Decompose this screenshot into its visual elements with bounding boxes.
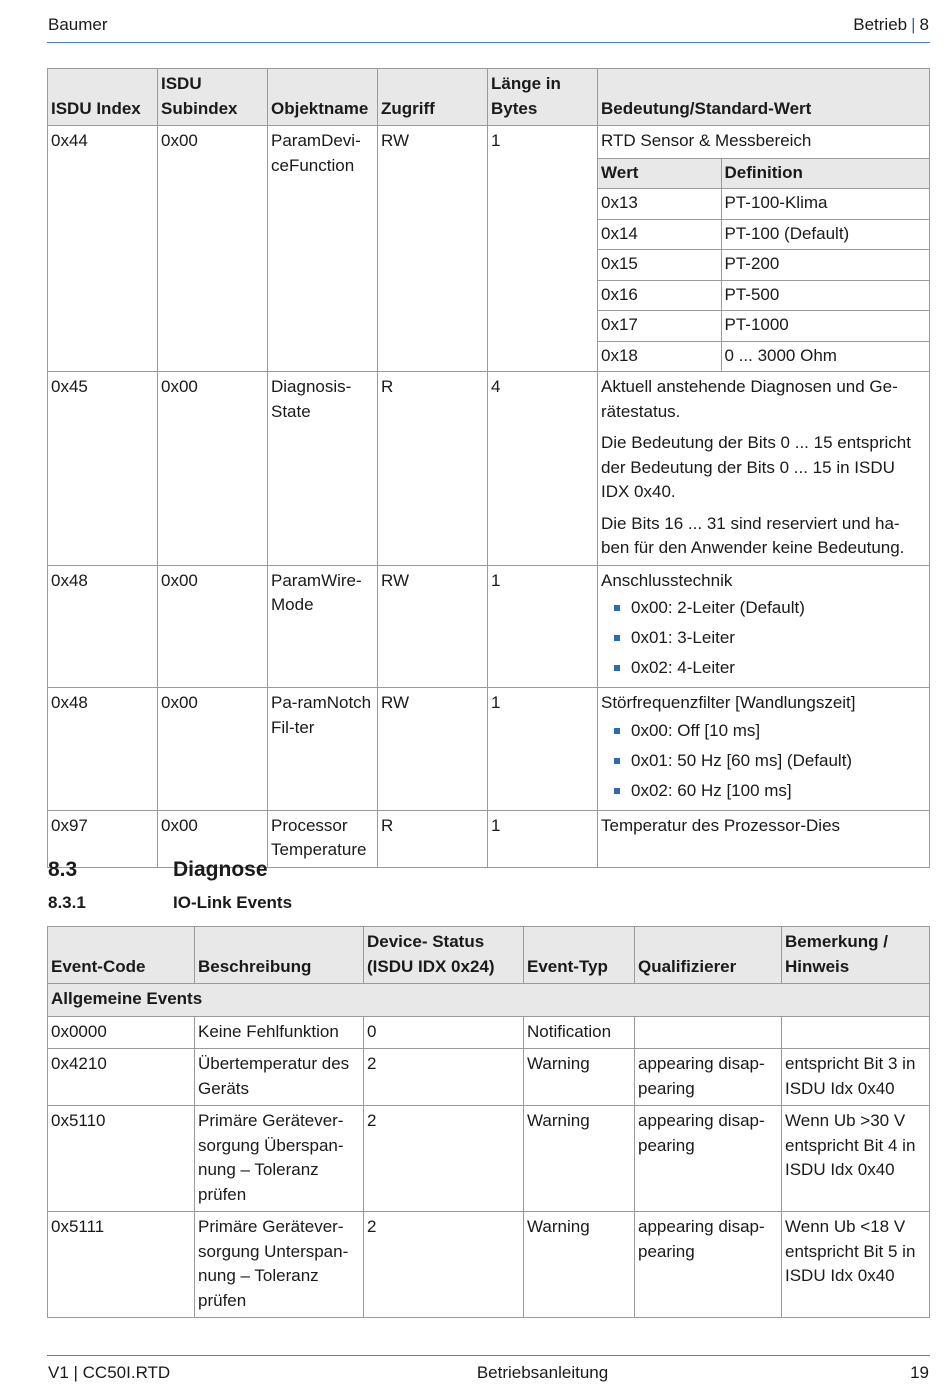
cell-device-status: 2 <box>364 1212 524 1318</box>
header-company: Baumer <box>48 15 108 34</box>
subtable-row <box>598 280 929 311</box>
cell-qualifier: appearing disap-pearing <box>635 1106 782 1212</box>
header-rule <box>47 42 930 43</box>
sub-cell-definition: PT-500 <box>721 280 929 311</box>
col-event-code: Event-Code <box>48 927 195 984</box>
sub-cell-definition: 0 ... 3000 Ohm <box>721 341 929 371</box>
list-item-text: 0x01: 50 Hz [60 ms] (Default) <box>631 750 853 770</box>
square-bullet-icon <box>614 665 620 671</box>
cell-qualifier: appearing disap-pearing <box>635 1212 782 1318</box>
header-section-number: 8 <box>919 15 929 34</box>
subtable-row <box>598 311 929 342</box>
sub-cell-value: 0x16 <box>598 280 721 311</box>
cell-meaning <box>598 372 930 566</box>
square-bullet-icon <box>614 635 620 641</box>
cell-meaning <box>598 688 930 811</box>
cell-name: Processor Temperature <box>268 810 378 867</box>
table-row <box>48 565 930 688</box>
cell-event-code: 0x4210 <box>48 1049 195 1106</box>
cell-event-type: Warning <box>524 1212 635 1318</box>
group-row <box>48 984 930 1017</box>
cell-subindex: 0x00 <box>158 126 268 372</box>
subtable-header-row <box>598 158 929 189</box>
cell-description: Keine Fehlfunktion <box>195 1016 364 1049</box>
cell-qualifier: appearing disap-pearing <box>635 1049 782 1106</box>
header-section <box>853 15 929 35</box>
col-isdu-subindex: ISDU Subindex <box>158 69 268 126</box>
sub-cell-definition: PT-1000 <box>721 311 929 342</box>
cell-meaning <box>598 126 930 372</box>
cell-index: 0x48 <box>48 565 158 688</box>
meaning-text: Störfrequenzfilter [Wandlungszeit] <box>601 693 856 712</box>
cell-event-type: Warning <box>524 1049 635 1106</box>
cell-access: R <box>378 810 488 867</box>
cell-length: 4 <box>488 372 598 566</box>
cell-note: entspricht Bit 3 in ISDU Idx 0x40 <box>782 1049 930 1106</box>
footer-page-number: 19 <box>910 1363 929 1382</box>
sub-cell-value: 0x13 <box>598 189 721 220</box>
cell-index: 0x97 <box>48 810 158 867</box>
cell-length: 1 <box>488 565 598 688</box>
list-item <box>601 716 926 746</box>
cell-event-type: Warning <box>524 1106 635 1212</box>
cell-description: Übertemperatur des Geräts <box>195 1049 364 1106</box>
subsection-title: IO-Link Events <box>173 893 293 912</box>
square-bullet-icon <box>614 758 620 764</box>
col-event-typ: Event-Typ <box>524 927 635 984</box>
table-row <box>48 688 930 811</box>
table-row <box>48 1016 930 1049</box>
list-item <box>601 776 926 806</box>
square-bullet-icon <box>614 788 620 794</box>
cell-access: R <box>378 372 488 566</box>
footer-rule <box>47 1355 930 1356</box>
cell-meaning <box>598 565 930 688</box>
cell-length: 1 <box>488 126 598 372</box>
sub-cell-value: 0x18 <box>598 341 721 371</box>
cell-length: 1 <box>488 688 598 811</box>
sub-cell-definition: PT-200 <box>721 250 929 281</box>
col-zugriff: Zugriff <box>378 69 488 126</box>
list-item-text: 0x00: Off [10 ms] <box>631 720 761 740</box>
cell-access: RW <box>378 565 488 688</box>
section-title: Diagnose <box>173 858 268 881</box>
col-laenge: Länge in Bytes <box>488 69 598 126</box>
subtable-row <box>598 189 929 220</box>
sub-cell-definition: PT-100 (Default) <box>721 219 929 250</box>
cell-access: RW <box>378 126 488 372</box>
col-qualifizierer: Qualifizierer <box>635 927 782 984</box>
meaning-paragraph: Aktuell anstehende Diagnosen und Ge-rätestatus. <box>601 377 898 421</box>
list-item <box>601 653 926 683</box>
footer-doc-type: Betriebsanleitung <box>476 1363 609 1382</box>
subtable-row <box>598 250 929 281</box>
list-item <box>601 623 926 653</box>
section-number: 8.3 <box>48 858 78 881</box>
bullet-list <box>601 716 926 806</box>
cell-name: ParamWire-Mode <box>268 565 378 688</box>
sub-cell-value: 0x14 <box>598 219 721 250</box>
square-bullet-icon <box>614 728 620 734</box>
header-section-title: Betrieb <box>853 15 908 34</box>
cell-name: Pa-ramNotchFil-ter <box>268 688 378 811</box>
cell-note: Wenn Ub <18 V entspricht Bit 5 in ISDU Idx 0x40 <box>782 1212 930 1318</box>
sub-cell-value: 0x15 <box>598 250 721 281</box>
sub-col-wert: Wert <box>598 158 721 189</box>
cell-device-status: 0 <box>364 1016 524 1049</box>
list-item <box>601 746 926 776</box>
footer-version: V1 | CC50I.RTD <box>48 1363 171 1382</box>
cell-note <box>782 1016 930 1049</box>
cell-note: Wenn Ub >30 V entspricht Bit 4 in ISDU Idx 0x40 <box>782 1106 930 1212</box>
table-row <box>48 372 930 566</box>
cell-subindex: 0x00 <box>158 810 268 867</box>
meaning-text: Anschlusstechnik <box>601 570 733 590</box>
list-item-text: 0x00: 2-Leiter (Default) <box>631 598 805 617</box>
col-objektname: Objektname <box>268 69 378 126</box>
list-item-text: 0x01: 3-Leiter <box>631 628 735 647</box>
cell-name: Diagnosis-State <box>268 372 378 566</box>
cell-index: 0x45 <box>48 372 158 566</box>
col-bedeutung: Bedeutung/Standard-Wert <box>598 69 930 126</box>
col-device-status: Device- Status (ISDU IDX 0x24) <box>364 927 524 984</box>
cell-meaning: Temperatur des Prozessor-Dies <box>598 810 930 867</box>
cell-device-status: 2 <box>364 1049 524 1106</box>
cell-length: 1 <box>488 810 598 867</box>
col-beschreibung: Beschreibung <box>195 927 364 984</box>
cell-event-code: 0x0000 <box>48 1016 195 1049</box>
table-row <box>48 126 930 372</box>
cell-qualifier <box>635 1016 782 1049</box>
sub-col-definition: Definition <box>721 158 929 189</box>
table-row <box>48 1106 930 1212</box>
list-item-text: 0x02: 60 Hz [100 ms] <box>631 780 792 800</box>
isdu-header-row <box>48 69 930 126</box>
value-subtable <box>598 158 929 372</box>
meaning-paragraph: Die Bits 16 ... 31 sind reserviert und ha-ben für den Anwender keine Bedeutung. <box>601 513 905 557</box>
table-row <box>48 1212 930 1318</box>
cell-subindex: 0x00 <box>158 372 268 566</box>
bullet-list <box>601 593 926 683</box>
events-header-row <box>48 927 930 984</box>
sub-cell-value: 0x17 <box>598 311 721 342</box>
cell-subindex: 0x00 <box>158 688 268 811</box>
cell-event-code: 0x5110 <box>48 1106 195 1212</box>
events-table <box>47 926 930 1318</box>
table-row <box>48 1049 930 1106</box>
group-label: Allgemeine Events <box>48 984 930 1017</box>
cell-subindex: 0x00 <box>158 565 268 688</box>
isdu-table <box>47 68 930 868</box>
cell-description: Primäre Gerätever-sorgung Überspan-nung – Toleranz prüfen <box>195 1106 364 1212</box>
cell-access: RW <box>378 688 488 811</box>
meaning-text: RTD Sensor & Messbereich <box>601 131 812 150</box>
header-separator: | <box>911 15 916 34</box>
subtable-row <box>598 341 929 371</box>
cell-event-type: Notification <box>524 1016 635 1049</box>
cell-device-status: 2 <box>364 1106 524 1212</box>
cell-description: Primäre Gerätever-sorgung Unterspan-nung – Toleranz prüfen <box>195 1212 364 1318</box>
subtable-row <box>598 219 929 250</box>
cell-event-code: 0x5111 <box>48 1212 195 1318</box>
cell-index: 0x48 <box>48 688 158 811</box>
col-isdu-index: ISDU Index <box>48 69 158 126</box>
meaning-paragraph: Die Bedeutung der Bits 0 ... 15 entspricht der Bedeutung der Bits 0 ... 15 in ISDU IDX 0x40. <box>601 433 911 501</box>
cell-index: 0x44 <box>48 126 158 372</box>
sub-cell-definition: PT-100-Klima <box>721 189 929 220</box>
list-item-text: 0x02: 4-Leiter <box>631 658 735 677</box>
square-bullet-icon <box>614 605 620 611</box>
subsection-number: 8.3.1 <box>48 893 86 912</box>
list-item <box>601 593 926 623</box>
cell-name: ParamDevi-ceFunction <box>268 126 378 372</box>
col-bemerkung: Bemerkung / Hinweis <box>782 927 930 984</box>
